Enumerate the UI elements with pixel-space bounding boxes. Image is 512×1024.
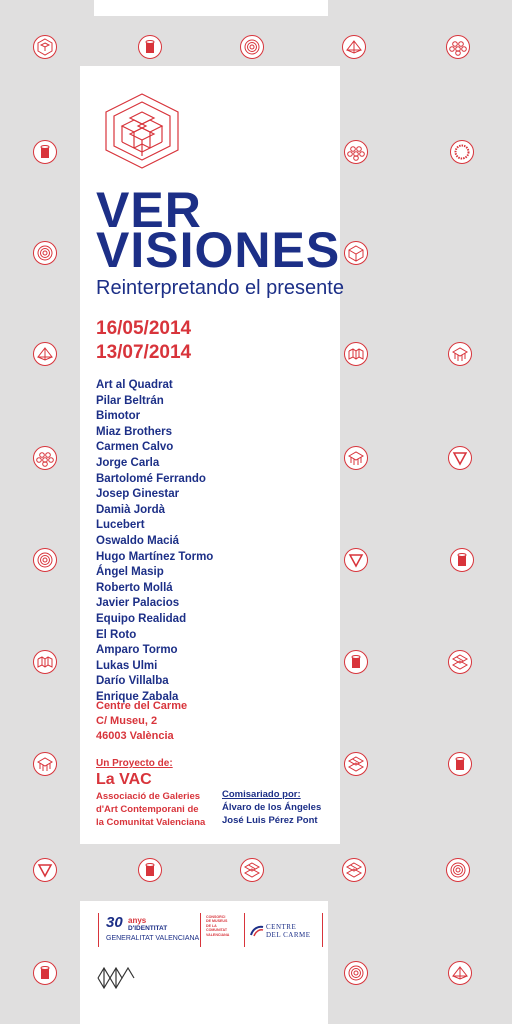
date-end: 13/07/2014	[96, 342, 192, 363]
sponsor-divider	[244, 913, 245, 947]
curator-name: Álvaro de los Ángeles	[222, 802, 322, 813]
venue-name: Centre del Carme	[96, 700, 188, 712]
consorci-line: DE MUSEUS	[206, 919, 228, 924]
organizer-line3: la Comunitat Valenciana	[96, 817, 206, 828]
spiral-icon	[240, 35, 264, 59]
ring-icon	[450, 140, 474, 164]
gv-anys: anys	[128, 916, 147, 925]
venue-street: C/ Museu, 2	[96, 715, 158, 727]
crate-icon	[240, 858, 264, 882]
pyramid-icon	[33, 342, 57, 366]
artist-item: Ángel Masip	[96, 566, 164, 579]
artist-item: El Roto	[96, 628, 137, 641]
generalitat-logo	[106, 915, 198, 949]
vac-logo-icon	[96, 964, 138, 990]
artist-item: Bimotor	[96, 410, 141, 423]
spiral-icon	[446, 858, 470, 882]
cylinder-icon	[344, 650, 368, 674]
hexagon-cluster-icon	[446, 35, 470, 59]
pyramid-icon	[448, 961, 472, 985]
curators-block	[222, 788, 321, 827]
centre-line: DEL CARME	[266, 931, 311, 939]
artist-item: Jorge Carla	[96, 456, 160, 469]
organizer-name: La VAC	[96, 771, 152, 788]
cylinder-icon	[33, 961, 57, 985]
sponsor-divider	[98, 913, 99, 947]
artist-item: Damià Jordà	[96, 503, 166, 516]
artist-item: Oswaldo Maciá	[96, 534, 180, 547]
artist-item: Javier Palacios	[96, 597, 180, 610]
cylinder-icon	[33, 140, 57, 164]
crate-icon	[342, 858, 366, 882]
artist-item: Amparo Tormo	[96, 644, 178, 657]
consorci-line: COMUNITAT	[206, 928, 228, 933]
consorci-line: VALENCIANA	[206, 932, 230, 937]
centre-del-carme-swoosh-icon	[250, 925, 264, 937]
sponsor-strip	[94, 907, 328, 955]
spiral-icon	[33, 241, 57, 265]
date-start: 16/05/2014	[96, 318, 192, 339]
organizer-line2: d'Art Contemporani de	[96, 804, 199, 815]
pyramid-icon	[342, 35, 366, 59]
venue-block	[96, 699, 187, 744]
grid-box-icon	[344, 446, 368, 470]
artist-item: Pilar Beltrán	[96, 394, 164, 407]
cylinder-icon	[138, 858, 162, 882]
gv-name: GENERALITAT VALENCIANA	[106, 935, 200, 942]
organizer-line1: Associació de Galeries	[96, 791, 201, 802]
centre-del-carme-logo	[250, 921, 322, 943]
cube-cluster-icon	[344, 241, 368, 265]
top-tab-panel	[94, 0, 328, 16]
artist-item: Miaz Brothers	[96, 425, 173, 438]
artist-item: Lukas Ulmi	[96, 659, 158, 672]
folded-sheet-icon	[33, 650, 57, 674]
gv-identitat: D'IDENTITAT	[128, 925, 168, 932]
venue-city: 46003 València	[96, 730, 174, 742]
grid-box-icon	[33, 752, 57, 776]
crate-icon	[344, 752, 368, 776]
crate-icon	[448, 650, 472, 674]
cylinder-icon	[450, 548, 474, 572]
cube-frame-logo-icon	[94, 90, 190, 172]
triangle-icon	[344, 548, 368, 572]
title-ver: VER	[96, 182, 202, 238]
sponsor-divider	[200, 913, 201, 947]
folded-sheet-icon	[344, 342, 368, 366]
curators-label: Comisariado por:	[222, 789, 301, 800]
artist-item: Hugo Martínez Tormo	[96, 550, 214, 563]
organizer-label: Un Proyecto de:	[96, 758, 173, 769]
spiral-icon	[344, 961, 368, 985]
triangle-icon	[33, 858, 57, 882]
artist-item: Roberto Mollá	[96, 581, 173, 594]
subtitle: Reinterpretando el presente	[96, 277, 344, 299]
artist-item: Carmen Calvo	[96, 441, 174, 454]
artist-item: Josep Ginestar	[96, 488, 180, 501]
curator-name: José Luis Pérez Pont	[222, 815, 318, 826]
artist-list	[96, 378, 213, 705]
centre-line: CENTRE	[266, 923, 297, 931]
artist-item: Art al Quadrat	[96, 379, 173, 391]
consorci-line: DE LA	[206, 923, 217, 928]
artist-item: Bartolomé Ferrando	[96, 472, 206, 485]
gv-number: 30	[106, 914, 123, 931]
sponsor-divider	[322, 913, 323, 947]
cube-frame-icon	[33, 35, 57, 59]
consorci-logo	[206, 915, 242, 949]
artist-item: Darío Villalba	[96, 675, 169, 688]
organizer-block	[96, 758, 205, 829]
triangle-icon	[448, 446, 472, 470]
artist-item: Equipo Realidad	[96, 612, 187, 625]
hexagon-cluster-icon	[33, 446, 57, 470]
title-visiones: VISIONES	[96, 222, 341, 278]
artist-item: Enrique Zabala	[96, 690, 179, 703]
grid-box-icon	[448, 342, 472, 366]
artist-item: Lucebert	[96, 519, 145, 532]
cylinder-icon	[138, 35, 162, 59]
consorci-line: CONSORCI	[206, 915, 226, 919]
hexagon-cluster-icon	[344, 140, 368, 164]
spiral-icon	[33, 548, 57, 572]
cylinder-icon	[448, 752, 472, 776]
